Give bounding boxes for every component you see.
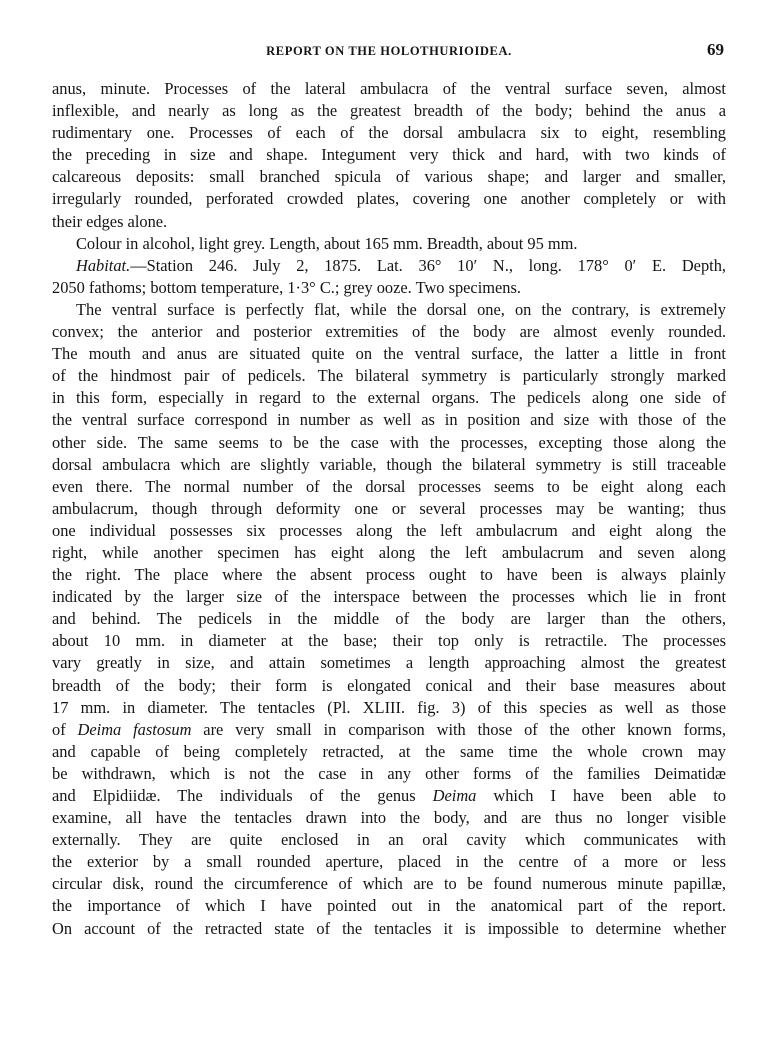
paragraph-discussion <box>52 299 726 940</box>
text-line: about 10 mm. in diameter at the base; their top only is retractile. The processes <box>52 631 726 651</box>
text-line: indicated by the larger size of the interspace between the processes which lie in front <box>52 587 726 607</box>
text-line: in this form, especially in regard to the external organs. The pedicels along one side of <box>52 388 726 408</box>
text-line: rudimentary one. Processes of each of the dorsal ambulacra six to eight, resembling <box>52 123 726 143</box>
running-head <box>52 40 726 64</box>
text-line: circular disk, round the circumference of which are to be found numerous minute papillæ, <box>52 874 726 894</box>
text-line: and behind. The pedicels in the middle of the body are larger than the others, <box>52 609 726 629</box>
text-line: their edges alone. <box>52 211 168 231</box>
text-fragment: which I have been able to <box>476 786 726 805</box>
text-line: be withdrawn, which is not the case in any other forms of the families Deimatidæ <box>52 763 726 783</box>
document-page <box>52 40 726 940</box>
text-line: calcareous deposits: small branched spicula of various shape; and larger and smaller, <box>52 167 726 187</box>
text-line: examine, all have the tentacles drawn into the body, and are thus no longer visible <box>52 808 726 828</box>
text-line: the right. The place where the absent process ought to have been is always plainly <box>52 565 726 585</box>
text-line: ambulacrum, though through deformity one or several processes may be wanting; thus <box>52 498 726 518</box>
species-name: Deima fastosum <box>77 719 192 739</box>
text-line: 17 mm. in diameter. The tentacles (Pl. XLIII. fig. 3) of this species as well as those <box>52 697 726 717</box>
paragraph-habitat <box>52 255 726 299</box>
text-fragment: and Elpidiidæ. The individuals of the genus <box>52 786 433 805</box>
text-line: anus, minute. Processes of the lateral ambulacra of the ventral surface seven, almost <box>52 79 726 98</box>
text-fragment: of <box>52 719 78 739</box>
text-line: dorsal ambulacra which are slightly variable, though the bilateral symmetry is still traceable <box>52 454 726 474</box>
page-number: 69 <box>707 40 724 59</box>
text-line: vary greatly in size, and attain sometimes a length approaching almost the greatest <box>52 653 726 673</box>
genus-name: Deima <box>432 786 477 805</box>
running-title: REPORT ON THE HOLOTHURIOIDEA. <box>266 44 512 58</box>
text-line: of the hindmost pair of pedicels. The bilateral symmetry is particularly strongly marked <box>52 366 726 386</box>
text-line: 2050 fathoms; bottom temperature, 1·3° C.; grey ooze. Two specimens. <box>52 277 521 297</box>
text-line: breadth of the body; their form is elongated conical and their base measures about <box>52 675 726 695</box>
habitat-details: —Station 246. July 2, 1875. Lat. 36° 10′ N., long. 178° 0′ E. Depth, <box>130 255 726 275</box>
text-line <box>52 785 726 807</box>
habitat-label: Habitat. <box>76 255 131 275</box>
text-line: right, while another specimen has eight along the left ambulacrum and seven along <box>52 542 726 562</box>
text-line: irregularly rounded, perforated crowded plates, covering one another completely or with <box>52 189 726 209</box>
text-line: The mouth and anus are situated quite on the ventral surface, the latter a little in front <box>52 344 726 364</box>
text-line: the ventral surface correspond in number as well as in position and size with those of the <box>52 410 726 430</box>
paragraph-colour <box>52 233 726 255</box>
text-line: externally. They are quite enclosed in an oral cavity which communicates with <box>52 830 726 850</box>
text-line: inflexible, and nearly as long as the greatest breadth of the body; behind the anus a <box>52 101 726 121</box>
text-line: one individual possesses six processes along the left ambulacrum and eight along the <box>52 520 726 540</box>
text-line: Colour in alcohol, light grey. Length, about 165 mm. Breadth, about 95 mm. <box>76 233 578 253</box>
text-line: the exterior by a small rounded aperture, placed in the centre of a more or less <box>52 852 726 872</box>
text-line: convex; the anterior and posterior extremities of the body are almost evenly rounded. <box>52 322 726 342</box>
text-line: the preceding in size and shape. Integument very thick and hard, with two kinds of <box>52 145 726 165</box>
text-line: On account of the retracted state of the tentacles it is impossible to determine whether <box>52 918 726 938</box>
paragraph-description <box>52 78 726 233</box>
text-line: other side. The same seems to be the case with the processes, excepting those along the <box>52 432 726 452</box>
text-line: the importance of which I have pointed out in the anatomical part of the report. <box>52 896 726 916</box>
text-line <box>52 719 726 741</box>
text-fragment: are very small in comparison with those of the other known forms, <box>191 719 726 739</box>
text-line: even there. The normal number of the dorsal processes seems to be eight along each <box>52 476 726 496</box>
text-line: and capable of being completely retracted, at the same time the whole crown may <box>52 741 726 761</box>
text-line <box>52 255 726 277</box>
text-line: The ventral surface is perfectly flat, while the dorsal one, on the contrary, is extremely <box>76 299 726 319</box>
body-text <box>52 78 726 940</box>
